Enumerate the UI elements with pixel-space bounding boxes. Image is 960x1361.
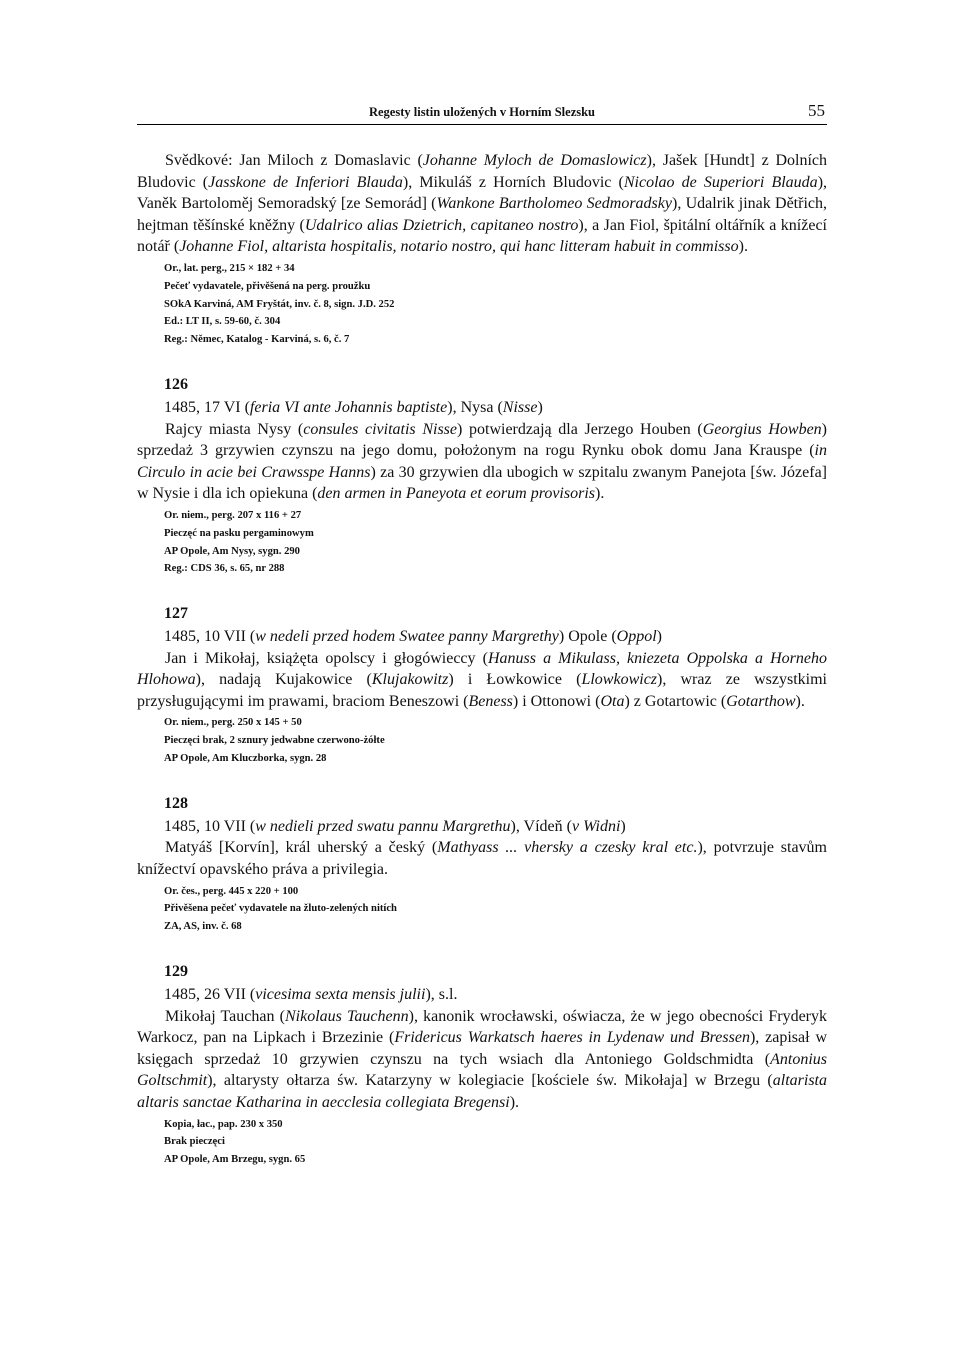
regest-entry-129: [137, 962, 827, 1169]
text-run: ).: [595, 485, 605, 503]
latin-quotation: Wankone Bartholomeo Sedmoradsky: [436, 195, 672, 213]
entry-date-place: [164, 984, 827, 1006]
archival-note: Pieczęć na pasku pergaminowym: [164, 527, 314, 539]
archival-note: Or. niem., perg. 207 x 116 + 27: [164, 509, 302, 521]
text-run: Rajcy miasta Nysy (: [165, 420, 304, 438]
archival-notes: [164, 260, 827, 349]
archival-note: SOkA Karviná, AM Fryštát, inv. č. 8, sign. J.D. 252: [164, 298, 395, 310]
latin-quotation: Jasskone de Inferiori Blauda: [208, 173, 403, 191]
archival-note: AP Opole, Am Nysy, sygn. 290: [164, 545, 300, 557]
archival-note: AP Opole, Am Kluczborka, sygn. 28: [164, 753, 327, 765]
latin-quotation: w nedeli przed hodem Swatee panny Margrethy: [255, 628, 559, 646]
latin-quotation: Nikolaus Tauchenn: [284, 1007, 409, 1025]
text-run: Matyáš [Korvín], král uherský a český (: [165, 839, 438, 857]
latin-quotation: Johanne Fiol, altarista hospitalis, notario nostro, qui hanc litteram habuit in commisso: [179, 238, 739, 256]
text-run: ) sprzedaż 3 grzywien czynszu na jego domu, położonym na rogu Rynku obok domu Jana Krauspe (: [137, 420, 827, 460]
archival-note: Kopia, łac., pap. 230 x 350: [164, 1118, 283, 1130]
text-run: 1485, 10 VII (: [164, 817, 256, 835]
text-run: Mikołaj Tauchan (: [165, 1007, 285, 1025]
archival-notes: [164, 883, 827, 936]
latin-quotation: Fridericus Warkatsch haeres in Lydenaw und Bressen: [394, 1029, 750, 1047]
latin-quotation: Gotarthow: [726, 692, 796, 710]
entry-continuation: [137, 150, 827, 349]
witnesses-paragraph: [137, 150, 827, 258]
latin-quotation: den armen in Paneyota et eorum provisoris: [317, 485, 595, 503]
text-run: ): [620, 817, 626, 835]
text-run: ), kanonik wrocławski, oświacza, że w jego obecności Fryderyk Warkocz, pan na Lipkach i Brzezinie (: [137, 1007, 828, 1047]
text-run: ).: [795, 692, 805, 710]
text-run: ), potvrzuje stavům knížectví opavského práva a privilegia.: [137, 839, 828, 879]
entry-number: 126: [164, 375, 188, 393]
text-run: ), Mikuláš z Horních Bludovic (: [402, 173, 624, 191]
entry-summary: [137, 419, 827, 505]
text-run: ) i Ottonowi (: [512, 692, 601, 710]
text-run: ), s.l.: [425, 986, 458, 1004]
entry-number: 128: [164, 794, 188, 812]
text-run: ), Vaněk Bartoloměj Semoradský [ze Semorád] (: [137, 173, 828, 213]
archival-note: Ed.: LT II, s. 59-60, č. 304: [164, 316, 281, 328]
latin-quotation: Mathyass ... vhersky a czesky kral etc.: [437, 839, 698, 857]
archival-note: AP Opole, Am Brzegu, sygn. 65: [164, 1154, 306, 1166]
latin-quotation: feria VI ante Johannis baptiste: [249, 398, 448, 416]
latin-quotation: Udalrico alias Dzietrich, capitaneo nostro: [304, 216, 579, 234]
entry-date-place: [164, 816, 827, 838]
text-run: ), wraz ze wszystkimi przysługującymi im prawami, braciom Beneszowi (: [137, 671, 828, 710]
text-run: Svědkové: Jan Miloch z Domaslavic (: [165, 152, 423, 169]
archival-note: Reg.: Němec, Katalog - Karviná, s. 6, č. 7: [164, 334, 350, 346]
archival-note: Přivěšena pečeť vydavatele na žluto-zelených nitích: [164, 903, 397, 915]
archival-note: Reg.: CDS 36, s. 65, nr 288: [164, 563, 285, 575]
text-run: 1485, 10 VII (: [164, 628, 256, 646]
entry-number: 129: [164, 963, 188, 981]
archival-note: Or. niem., perg. 250 x 145 + 50: [164, 717, 302, 729]
archival-note: Brak pieczęci: [164, 1136, 225, 1148]
text-run: ), Udalrik jinak Dětřich, hejtman těšínské kněžny (: [137, 195, 828, 234]
latin-quotation: Georgius Howben: [702, 420, 822, 438]
text-run: ) potwierdzają dla Jerzego Houben (: [457, 420, 703, 438]
text-run: ), Vídeň (: [510, 817, 572, 835]
archival-note: Pieczęci brak, 2 sznury jedwabne czerwono-żółte: [164, 735, 385, 747]
latin-quotation: Ota: [600, 692, 625, 710]
latin-quotation: Llowkowicz: [581, 671, 658, 689]
text-run: ) i Łowkowice (: [448, 671, 582, 689]
entry-summary: [137, 648, 827, 713]
text-run: ), altarysty ołtarza św. Katarzyny w kolegiacie [kościele św. Mikołaja] w Brzegu (: [207, 1072, 773, 1090]
text-run: ) Opole (: [558, 628, 617, 646]
latin-quotation: Klujakowitz: [371, 671, 449, 689]
regest-entry-127: [137, 604, 827, 768]
text-run: Jan i Mikołaj, książęta opolscy i głogówieccy (: [165, 649, 488, 667]
latin-quotation: Nisse: [502, 398, 538, 416]
text-run: ), a Jan Fiol, špitální oltářník a knížecí notář (: [137, 216, 828, 256]
latin-quotation: consules civitatis Nisse: [303, 420, 457, 438]
entry-summary: [137, 1006, 827, 1114]
text-run: 1485, 26 VII (: [164, 986, 256, 1004]
page-content: [137, 150, 827, 1169]
archival-note: ZA, AS, inv. č. 68: [164, 921, 242, 933]
regest-entry-126: [137, 375, 827, 578]
entry-date-place: [164, 626, 827, 648]
archival-notes: [164, 1116, 827, 1169]
archival-note: Pečeť vydavatele, přivěšená na perg. proužku: [164, 280, 371, 292]
archival-note: Or. čes., perg. 445 x 220 + 100: [164, 885, 299, 897]
archival-notes: [164, 714, 827, 767]
archival-note: Or., lat. perg., 215 × 182 + 34: [164, 262, 295, 274]
text-run: ) za 30 grzywien dla ubogich w szpitalu zwanym Panejota [św. Józefa] w Nysie i dla ich opiekuna (: [137, 463, 828, 503]
archival-notes: [164, 507, 827, 578]
running-title: Regesty listin uložených v Horním Slezsku: [368, 105, 596, 119]
latin-quotation: vicesima sexta mensis julii: [255, 986, 426, 1004]
entry-summary: [137, 837, 827, 880]
text-run: ) z Gotartowic (: [624, 692, 727, 710]
latin-quotation: w nedieli przed swatu pannu Margrethu: [255, 817, 511, 835]
page-number: 55: [808, 101, 825, 120]
latin-quotation: in Circulo in acie bei Crawsspe Hanns: [137, 442, 827, 481]
text-run: ).: [509, 1094, 520, 1112]
latin-quotation: Johanne Myloch de Domaslowicz: [422, 152, 647, 169]
latin-quotation: Hanuss a Mikulass, kniezeta Oppolska a Horneho Hlohowa: [137, 649, 827, 689]
text-run: ), Nysa (: [447, 398, 503, 416]
regest-entry-128: [137, 794, 827, 936]
text-run: ), zapisał w księgach sprzedaż 10 grzywien czynszu na tych wsiach dla Antoniego Goldschmidta (: [137, 1029, 827, 1068]
running-header: [137, 100, 827, 125]
latin-quotation: altarista altaris sanctae Katharina in aecclesia collegiata Bregensi: [137, 1072, 827, 1112]
text-run: ).: [738, 238, 748, 256]
text-run: 1485, 17 VI (: [164, 398, 250, 416]
text-run: ): [656, 628, 662, 646]
text-run: ), Jašek [Hundt] z Dolních Bludovic (: [137, 152, 827, 191]
latin-quotation: Oppol: [616, 628, 657, 646]
latin-quotation: Antonius Goltschmit: [137, 1050, 827, 1090]
entry-number: 127: [164, 605, 188, 623]
latin-quotation: Nicolao de Superiori Blauda: [623, 173, 818, 191]
text-run: ), nadają Kujakowice (: [195, 671, 372, 689]
latin-quotation: Beness: [468, 692, 513, 710]
latin-quotation: v Widni: [571, 817, 621, 835]
entry-date-place: [164, 397, 827, 419]
text-run: ): [537, 398, 543, 416]
